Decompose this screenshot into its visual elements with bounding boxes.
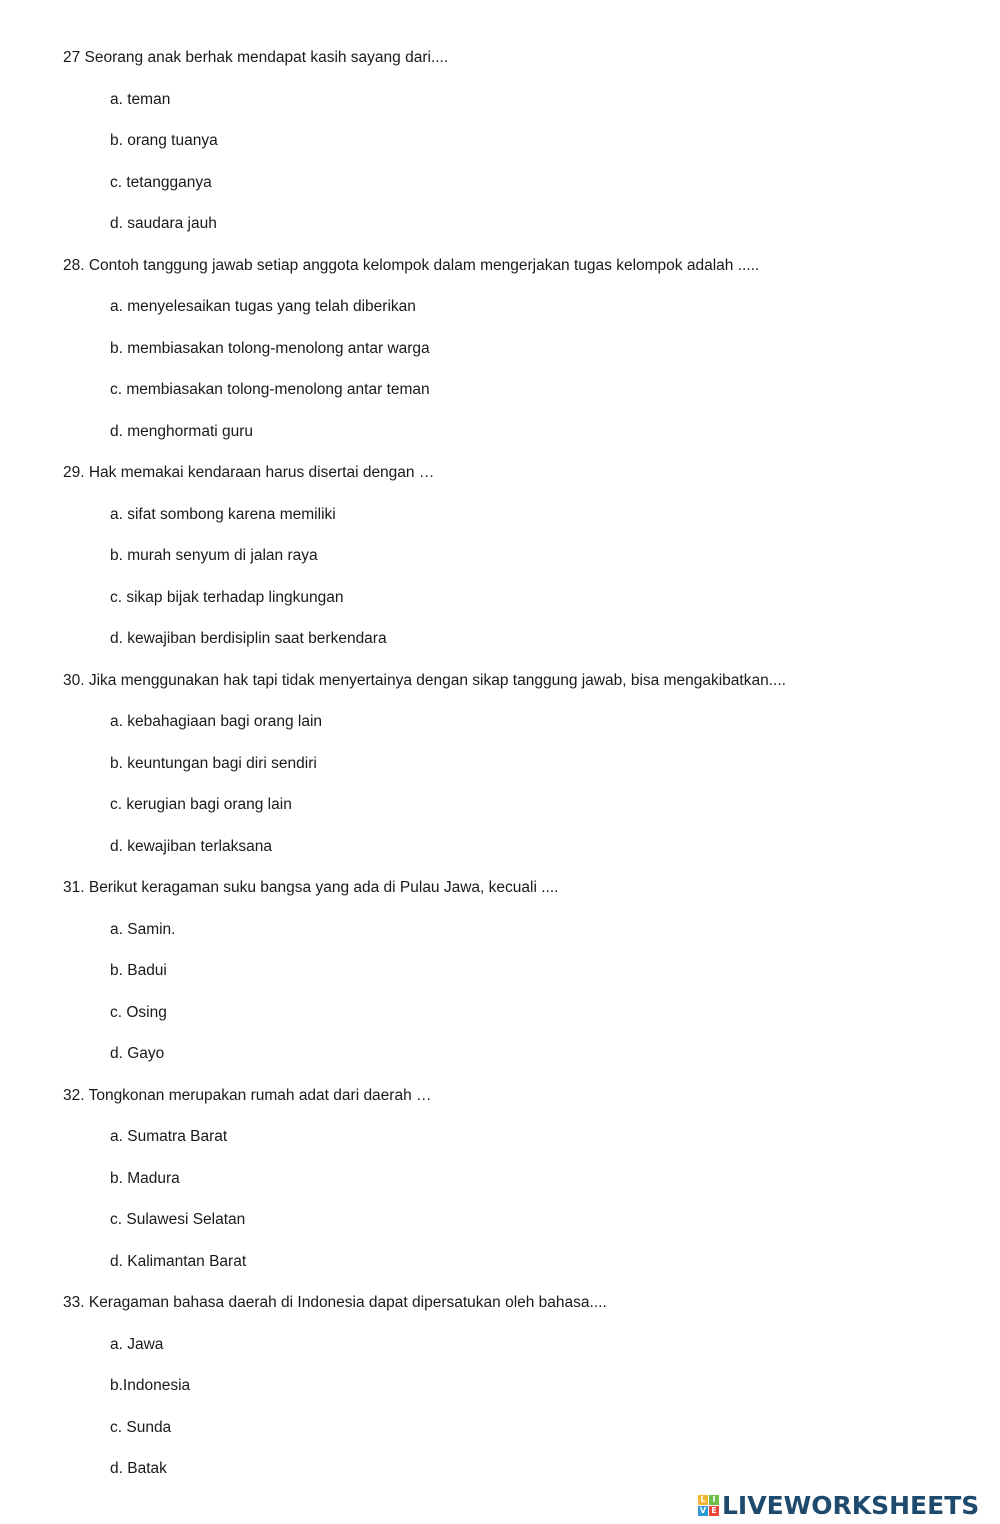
answer-option[interactable]: b. keuntungan bagi diri sendiri [110, 754, 317, 772]
answer-option[interactable]: d. Batak [110, 1460, 167, 1477]
answer-option[interactable]: a. teman [110, 90, 171, 108]
answer-option[interactable]: c. kerugian bagi orang lain [110, 796, 292, 813]
answer-option[interactable]: a. sifat sombong karena memiliki [110, 505, 336, 523]
answer-option[interactable]: b. orang tuanya [110, 132, 218, 149]
question-text: 27 Seorang anak berhak mendapat kasih sayang dari.... [63, 49, 449, 66]
question-text: 28. Contoh tanggung jawab setiap anggota kelompok dalam mengerjakan tugas kelompok adalah ..... [63, 256, 760, 274]
question-text: 29. Hak memakai kendaraan harus disertai dengan … [63, 464, 435, 481]
answer-option[interactable]: a. Sumatra Barat [110, 1128, 228, 1145]
question-text: 30. Jika menggunakan hak tapi tidak menyertainya dengan sikap tanggung jawab, bisa mengakibatkan.... [63, 671, 786, 689]
liveworksheets-footer [698, 1490, 979, 1520]
answer-option[interactable]: a. menyelesaikan tugas yang telah diberikan [110, 298, 416, 315]
answer-option[interactable]: b. membiasakan tolong-menolong antar warga [110, 339, 430, 357]
answer-option[interactable]: c. Sunda [110, 1418, 172, 1436]
liveworksheets-logo-icon [698, 1495, 719, 1516]
answer-option[interactable]: d. Kalimantan Barat [110, 1252, 247, 1270]
answer-option[interactable]: a. Samin. [110, 920, 176, 938]
logo-cell: L [698, 1495, 708, 1505]
logo-cell: V [699, 1506, 707, 1515]
answer-option[interactable]: c. sikap bijak terhadap lingkungan [110, 588, 344, 606]
question-text: 33. Keragaman bahasa daerah di Indonesia dapat dipersatukan oleh bahasa.... [63, 1294, 607, 1311]
answer-option[interactable]: d. kewajiban berdisiplin saat berkendara [110, 630, 387, 647]
answer-option[interactable]: d. kewajiban terlaksana [110, 837, 272, 855]
answer-option[interactable]: b. Badui [110, 962, 167, 979]
answer-option[interactable]: b. Madura [110, 1169, 180, 1187]
brand-name: LIVEWORKSHEETS [722, 1490, 980, 1520]
answer-option[interactable]: c. Osing [110, 1003, 167, 1021]
answer-option[interactable]: d. menghormati guru [110, 422, 254, 440]
answer-option[interactable]: d. saudara jauh [110, 215, 217, 232]
answer-option[interactable]: c. membiasakan tolong-menolong antar teman [110, 381, 430, 398]
logo-cell: E [709, 1506, 719, 1516]
answer-option[interactable]: d. Gayo [110, 1045, 165, 1062]
question-text: 31. Berikut keragaman suku bangsa yang ada di Pulau Jawa, kecuali .... [63, 879, 559, 896]
answer-option[interactable]: a. Jawa [110, 1335, 164, 1353]
answer-option[interactable]: c. Sulawesi Selatan [110, 1211, 246, 1228]
question-text: 32. Tongkonan merupakan rumah adat dari daerah … [63, 1086, 432, 1104]
answer-option[interactable]: a. kebahagiaan bagi orang lain [110, 713, 323, 730]
answer-option[interactable]: b. murah senyum di jalan raya [110, 547, 318, 564]
answer-option[interactable]: b.Indonesia [110, 1377, 191, 1394]
answer-option[interactable]: c. tetangganya [110, 173, 212, 191]
logo-cell: I [709, 1495, 719, 1505]
